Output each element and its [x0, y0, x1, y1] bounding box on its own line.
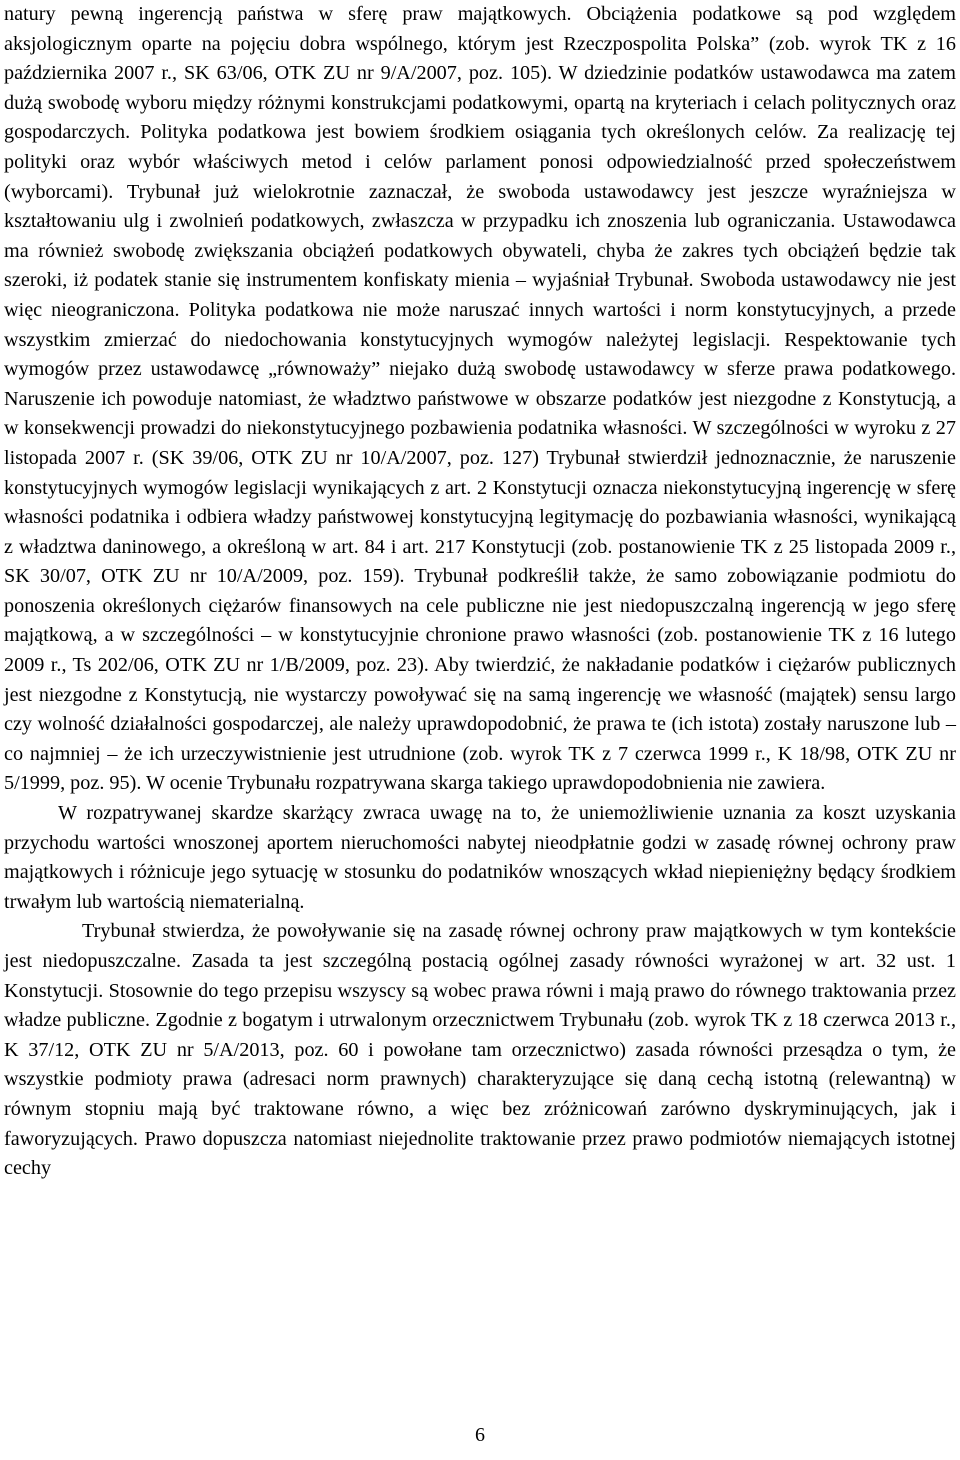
body-paragraph-continued: natury pewną ingerencją państwa w sferę praw majątkowych. Obciążenia podatkowe są pod względem aksjologicznym oparte na pojęciu dobra wspólnego, którym jest Rzeczpospolita Polska” (zob. wyrok TK z 16 października 2007 r., SK 63/06, OTK ZU nr 9/A/2007, poz. 105). W dziedzinie podatków ustawodawca ma zatem dużą swobodę wyboru między różnymi konstrukcjami podatkowymi, opartą na kryteriach i celach politycznych oraz gospodarczych. Polityka podatkowa jest bowiem środkiem osiągania tych określonych celów. Za realizację tej polityki oraz wybór właściwych metod i celów parlament ponosi odpowiedzialność przed społeczeństwem (wyborcami). Trybunał już wielokrotnie zaznaczał, że swoboda ustawodawcy jest jeszcze wyraźniejsza w kształtowaniu ulg i zwolnień podatkowych, zwłaszcza w przypadku ich znoszenia lub ograniczania. Ustawodawca ma również swobodę zwiększania obciążeń podatkowych obywateli, chyba że zakres tych obciążeń będzie tak szeroki, iż podatek stanie się instrumentem konfiskaty mienia – wyjaśniał Trybunał. Swoboda ustawodawcy nie jest więc nieograniczona. Polityka podatkowa nie może naruszać innych wartości i norm konstytucyjnych, a przede wszystkim zmierzać do niedochowania konstytucyjnych wymogów należytej legislacji. Respektowanie tych wymogów przez ustawodawcę „równoważy” niejako dużą swobodę ustawodawcy w sferze prawa podatkowego. Naruszenie ich powoduje natomiast, że władztwo państwowe w obszarze podatków jest niezgodne z Konstytucją, a w konsekwencji prowadzi do niekonstytucyjnego pozbawienia podatnika własności. W szczególności w wyroku z 27 listopada 2007 r. (SK 39/06, OTK ZU nr 10/A/2007, poz. 127) Trybunał stwierdził jednoznacznie, że naruszenie konstytucyjnych wymogów legislacji wynikających z art. 2 Konstytucji oznacza niekonstytucyjną ingerencję w sferę własności podatnika i odbiera władzy państwowej konstytucyjną legitymację do pozbawiania własności, wynikającą z władztwa daninowego, a określoną w art. 84 i art. 217 Konstytucji (zob. postanowienie TK z 25 listopada 2009 r., SK 30/07, OTK ZU nr 10/A/2009, poz. 159). Trybunał podkreślił także, że samo zobowiązanie podmiotu do ponoszenia określonych ciężarów finansowych na cele publiczne nie jest niedopuszczalną ingerencją w jego sferę majątkową, a w szczególności – w konstytucyjnie chronione prawo własności (zob. postanowienie TK z 16 lutego 2009 r., Ts 202/06, OTK ZU nr 1/B/2009, poz. 23). Aby twierdzić, że nakładanie podatków i ciężarów publicznych jest niezgodne z Konstytucją, nie wystarczy powoływać się na samą ingerencję we własność (majątek) sensu largo czy wolność działalności gospodarczej, ale należy uprawdopodobnić, że prawa te (ich istota) zostały naruszone lub – co najmniej – że ich urzeczywistnienie jest utrudnione (zob. wyrok TK z 7 czerwca 1999 r., K 18/98, OTK ZU nr 5/1999, poz. 95). W ocenie Trybunału rozpatrywana skarga takiego uprawdopodobnienia nie zawiera.	[4, 3, 956, 795]
page-number: 6	[475, 1424, 485, 1446]
body-paragraph-equality: Trybunał stwierdza, że powoływanie się na zasadę równej ochrony praw majątkowych w tym kontekście jest niedopuszczalne. Zasada ta jest szczególną postacią ogólnej zasady równości wyrażonej w art. 32 ust. 1 Konstytucji. Stosownie do tego przepisu wszyscy są wobec prawa równi i mają prawo do równego traktowania przez władze publiczne. Zgodnie z bogatym i utrwalonym orzecznictwem Trybunału (zob. wyrok TK z 18 czerwca 2013 r., K 37/12, OTK ZU nr 5/A/2013, poz. 60 i powołane tam orzecznictwo) zasada równości przesądza o tym, że wszystkie podmioty prawa (adresaci norm prawnych) charakteryzujące się daną cechą istotną (relewantną) w równym stopniu mają być traktowane równo, a więc bez zróżnicowań zarówno dyskryminujących, jak i faworyzujących. Prawo dopuszcza natomiast niejednolite traktowanie przez prawo podmiotów niemających istotnej cechy	[4, 920, 956, 1180]
body-paragraph-complaint: W rozpatrywanej skardze skarżący zwraca uwagę na to, że uniemożliwienie uznania za koszt uzyskania przychodu wartości wnoszonej aportem nieruchomości nabytej nieodpłatnie godzi w zasadę równej ochrony praw majątkowych i różnicuje jego sytuację w stosunku do podatników wnoszących wkład niepieniężny będący środkiem trwałym lub wartością niematerialną.	[4, 802, 956, 913]
